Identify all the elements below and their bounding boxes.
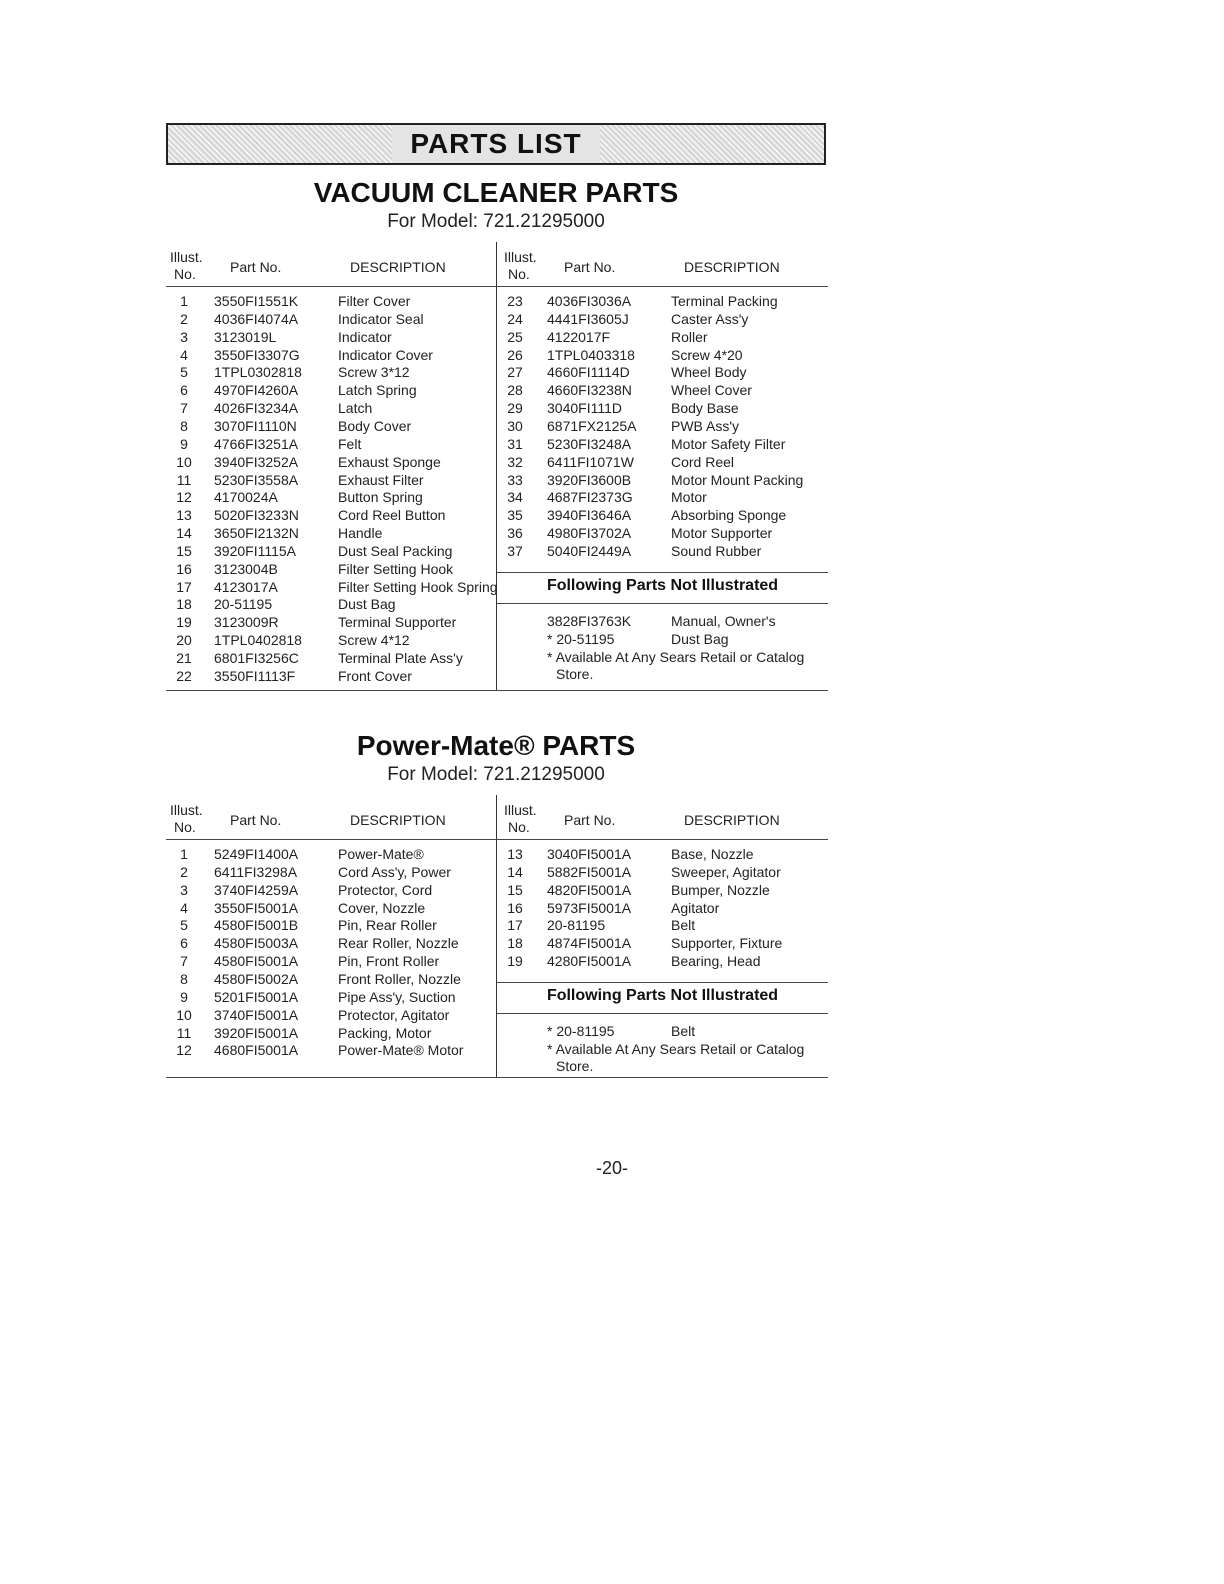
table-row (497, 934, 828, 952)
part-description: Pipe Ass'y, Suction (338, 988, 456, 1005)
table-row (497, 417, 828, 435)
illust-number: 16 (176, 560, 192, 577)
page-number: -20- (595, 1158, 628, 1178)
part-description: Dust Seal Packing (338, 542, 453, 559)
illust-number: 13 (507, 846, 523, 862)
table-row (166, 399, 496, 417)
part-number: 5249FI1400A (214, 846, 299, 862)
part-description: Felt (338, 435, 362, 452)
not-illustrated-top-rule (497, 982, 828, 983)
table-row (166, 881, 496, 899)
table-row (166, 328, 496, 346)
availability-note-store: Store. (556, 666, 594, 682)
illust-number: 21 (176, 650, 192, 666)
table-row (166, 346, 496, 364)
illust-number: 2 (180, 310, 188, 327)
part-description: Sound Rubber (671, 542, 762, 559)
illust-number: 8 (180, 417, 188, 434)
part-number: 4441FI3605J (547, 310, 629, 327)
part-description: Indicator Seal (338, 310, 424, 327)
part-description: Indicator (338, 328, 392, 345)
part-number: 5201FI5001A (214, 988, 299, 1005)
part-description: PWB Ass'y (671, 417, 740, 434)
illust-number: 9 (180, 988, 188, 1005)
part-description: Dust Bag (338, 596, 396, 613)
illust-number: 6 (180, 935, 188, 952)
header-description: DESCRIPTION (684, 812, 780, 828)
table-row (166, 381, 496, 399)
illust-number: 5 (180, 364, 188, 381)
illust-number: 37 (507, 542, 523, 559)
header-part-no: Part No. (230, 259, 282, 275)
part-number: 6871FX2125A (547, 417, 637, 434)
illust-number: 10 (176, 453, 192, 470)
part-description: Latch (338, 400, 373, 417)
part-description: Screw 4*12 (338, 632, 410, 649)
illust-number: 14 (176, 525, 192, 542)
part-number: 3740FI4259A (214, 881, 299, 898)
table-row (166, 988, 496, 1006)
bottom-rule (166, 690, 828, 691)
illust-number: 1 (180, 846, 188, 862)
part-number: 3940FI3646A (547, 507, 632, 524)
illust-number: 5 (180, 917, 188, 934)
part-number: 4280FI5001A (547, 953, 632, 970)
part-number: 3550FI1551K (214, 293, 299, 309)
part-description: Terminal Packing (671, 293, 778, 309)
part-number: 5040FI2449A (547, 542, 632, 559)
part-number: 4170024A (214, 489, 278, 506)
vacuum-section-model: For Model: 721.21295000 (387, 211, 605, 232)
header-description: DESCRIPTION (684, 259, 780, 275)
banner-title: PARTS LIST (392, 125, 599, 163)
table-row (497, 435, 828, 453)
part-number: 3940FI3252A (214, 453, 299, 470)
not-illustrated-part-number: * 20-51195 (547, 631, 615, 647)
table-row (497, 952, 828, 970)
table-row (166, 435, 496, 453)
part-description: Handle (338, 525, 383, 542)
part-number: 1TPL0302818 (214, 364, 302, 381)
part-description: Screw 3*12 (338, 364, 410, 381)
part-description: Terminal Supporter (338, 614, 457, 631)
part-description: Bumper, Nozzle (671, 881, 770, 898)
table-row (166, 542, 496, 560)
illust-number: 4 (180, 899, 188, 916)
illust-number: 11 (176, 1024, 192, 1041)
table-row (497, 471, 828, 489)
part-number: 5973FI5001A (547, 899, 632, 916)
part-description: Power-Mate® Motor (338, 1042, 464, 1059)
part-number: 3123004B (214, 560, 278, 577)
part-description: Screw 4*20 (671, 346, 743, 363)
illust-number: 16 (507, 899, 523, 916)
table-row (497, 399, 828, 417)
table-row (497, 488, 828, 506)
part-number: 4980FI3702A (547, 525, 632, 542)
part-description: Rear Roller, Nozzle (338, 935, 459, 952)
part-number: 1TPL0402818 (214, 632, 302, 649)
illust-number: 33 (507, 471, 523, 488)
part-description: Cord Ass'y, Power (338, 863, 451, 880)
illust-number: 27 (507, 364, 523, 381)
availability-note: * Available At Any Sears Retail or Catalog (547, 1041, 805, 1057)
table-row (497, 363, 828, 381)
availability-note: * Available At Any Sears Retail or Catalog (547, 649, 805, 665)
bottom-rule (166, 1077, 828, 1078)
illust-number: 1 (180, 293, 188, 309)
part-number: 3070FI1110N (214, 417, 297, 434)
vacuum-parts-table (166, 240, 828, 692)
part-description: Indicator Cover (338, 346, 433, 363)
powermate-section-model: For Model: 721.21295000 (387, 764, 605, 785)
table-row (497, 845, 828, 863)
table-row (497, 346, 828, 364)
table-row (166, 595, 496, 613)
part-number: 3550FI1113F (214, 667, 296, 684)
part-number: 5230FI3248A (547, 435, 632, 452)
table-row (497, 453, 828, 471)
part-description: Supporter, Fixture (671, 935, 783, 952)
not-illustrated-title: Following Parts Not Illustrated (546, 577, 779, 594)
header-illust: Illust. (170, 802, 203, 818)
table-row (166, 1041, 496, 1059)
header-no: No. (508, 819, 530, 835)
not-illustrated-description: Belt (671, 1023, 696, 1039)
part-number: 4122017F (547, 328, 611, 345)
part-number: 3920FI5001A (214, 1024, 299, 1041)
illust-number: 15 (176, 542, 192, 559)
part-description: Filter Setting Hook Spring (338, 578, 498, 595)
illust-number: 18 (507, 935, 523, 952)
illust-number: 34 (507, 489, 523, 506)
part-description: Belt (671, 917, 696, 934)
table-row (166, 845, 496, 863)
header-part-no: Part No. (564, 259, 616, 275)
illust-number: 32 (507, 453, 523, 470)
illust-number: 12 (176, 1042, 192, 1059)
part-description: Body Base (671, 400, 739, 417)
table-row (166, 934, 496, 952)
part-description: Filter Cover (338, 293, 411, 309)
vacuum-section-title: VACUUM CLEANER PARTS (313, 177, 679, 208)
not-illustrated-part-number: 3828FI3763K (547, 613, 632, 629)
part-number: 3550FI5001A (214, 899, 299, 916)
not-illustrated-bottom-rule (497, 603, 828, 604)
part-description: Absorbing Sponge (671, 507, 787, 524)
part-number: 5020FI3233N (214, 507, 299, 524)
not-illustrated-title: Following Parts Not Illustrated (546, 987, 779, 1004)
part-description: Front Roller, Nozzle (338, 970, 461, 987)
illust-number: 17 (176, 578, 192, 595)
illust-number: 36 (507, 525, 523, 542)
part-number: 5230FI3558A (214, 471, 299, 488)
part-description: Wheel Cover (671, 382, 752, 399)
header-description: DESCRIPTION (350, 259, 446, 275)
illust-number: 7 (180, 400, 188, 417)
part-description: Exhaust Sponge (338, 453, 441, 470)
illust-number: 17 (507, 917, 523, 934)
availability-note-store: Store. (556, 1058, 594, 1074)
part-number: 6801FI3256C (214, 650, 299, 666)
part-number: 3040FI5001A (547, 846, 632, 862)
table-row (497, 524, 828, 542)
illust-number: 20 (176, 632, 192, 649)
part-number: 4580FI5001A (214, 953, 299, 970)
table-row (166, 524, 496, 542)
part-description: Roller (671, 328, 708, 345)
illust-number: 6 (180, 382, 188, 399)
part-description: Motor Safety Filter (671, 435, 786, 452)
part-description: Bearing, Head (671, 953, 761, 970)
illust-number: 9 (180, 435, 188, 452)
table-row (166, 613, 496, 631)
table-row (166, 649, 496, 667)
part-description: Front Cover (338, 667, 412, 684)
table-row (497, 863, 828, 881)
part-description: Caster Ass'y (671, 310, 749, 327)
part-description: Power-Mate® (338, 846, 424, 862)
part-number: 3650FI2132N (214, 525, 299, 542)
part-number: 4820FI5001A (547, 881, 632, 898)
part-number: 1TPL0403318 (547, 346, 635, 363)
part-number: 4680FI5001A (214, 1042, 299, 1059)
powermate-parts-table (166, 793, 828, 1079)
part-description: Terminal Plate Ass'y (338, 650, 463, 666)
part-description: Sweeper, Agitator (671, 863, 781, 880)
part-number: 4766FI3251A (214, 435, 299, 452)
part-number: 3920FI3600B (547, 471, 632, 488)
part-number: 20-81195 (547, 917, 606, 934)
illust-number: 3 (180, 328, 188, 345)
part-description: Base, Nozzle (671, 846, 754, 862)
table-row (497, 292, 828, 310)
part-number: 3123019L (214, 328, 277, 345)
header-illust: Illust. (504, 249, 537, 265)
table-row (166, 631, 496, 649)
part-number: 6411FI3298A (214, 863, 298, 880)
part-description: Button Spring (338, 489, 423, 506)
table-row (166, 560, 496, 578)
illust-number: 22 (176, 667, 192, 684)
part-number: 3550FI3307G (214, 346, 300, 363)
part-number: 3040FI111D (547, 400, 622, 417)
header-no: No. (174, 266, 196, 282)
table-row (497, 310, 828, 328)
part-description: Cord Reel (671, 453, 735, 470)
part-number: 4687FI2373G (547, 489, 633, 506)
part-number: 4036FI3036A (547, 293, 632, 309)
header-no: No. (174, 819, 196, 835)
table-row (497, 381, 828, 399)
part-description: Body Cover (338, 417, 412, 434)
table-row (166, 899, 496, 917)
illust-number: 29 (507, 400, 523, 417)
part-description: Wheel Body (671, 364, 747, 381)
illust-number: 11 (176, 471, 192, 488)
illust-number: 31 (507, 435, 523, 452)
part-description: Exhaust Filter (338, 471, 424, 488)
part-number: 4970FI4260A (214, 382, 299, 399)
table-row (166, 916, 496, 934)
part-number: 5882FI5001A (547, 863, 632, 880)
table-row (166, 310, 496, 328)
table-row (166, 1024, 496, 1042)
illust-number: 15 (507, 881, 523, 898)
illust-number: 19 (507, 953, 523, 970)
table-row (497, 328, 828, 346)
part-number: 3740FI5001A (214, 1006, 299, 1023)
illust-number: 10 (176, 1006, 192, 1023)
illust-number: 26 (507, 346, 523, 363)
part-description: Filter Setting Hook (338, 560, 454, 577)
illust-number: 28 (507, 382, 523, 399)
part-description: Motor (671, 489, 707, 506)
illust-number: 18 (176, 596, 192, 613)
illust-number: 8 (180, 970, 188, 987)
table-row (497, 916, 828, 934)
illust-number: 35 (507, 507, 523, 524)
table-row (166, 578, 496, 596)
table-row (497, 542, 828, 560)
part-number: 20-51195 (214, 596, 273, 613)
part-number: 4123017A (214, 578, 278, 595)
header-part-no: Part No. (564, 812, 616, 828)
part-number: 3920FI1115A (214, 542, 296, 559)
part-number: 4660FI1114D (547, 364, 630, 381)
part-description: Pin, Front Roller (338, 953, 440, 970)
table-row (166, 506, 496, 524)
table-row (166, 488, 496, 506)
part-number: 4026FI3234A (214, 400, 299, 417)
illust-number: 23 (507, 293, 523, 309)
illust-number: 3 (180, 881, 188, 898)
table-row (497, 899, 828, 917)
table-row (166, 952, 496, 970)
table-row (166, 970, 496, 988)
part-description: Agitator (671, 899, 720, 916)
part-description: Motor Mount Packing (671, 471, 804, 488)
illust-number: 4 (180, 346, 188, 363)
illust-number: 30 (507, 417, 523, 434)
header-description: DESCRIPTION (350, 812, 446, 828)
header-rule (166, 839, 828, 840)
illust-number: 13 (176, 507, 192, 524)
table-row (166, 863, 496, 881)
part-number: 4580FI5003A (214, 935, 299, 952)
not-illustrated-top-rule (497, 572, 828, 573)
powermate-section-title: Power-Mate® PARTS (356, 730, 636, 761)
part-description: Protector, Agitator (338, 1006, 450, 1023)
part-number: 4580FI5001B (214, 917, 299, 934)
part-description: Pin, Rear Roller (338, 917, 437, 934)
not-illustrated-part-number: * 20-81195 (547, 1023, 615, 1039)
header-illust: Illust. (170, 249, 203, 265)
part-number: 4036FI4074A (214, 310, 299, 327)
part-description: Packing, Motor (338, 1024, 432, 1041)
table-row (166, 667, 496, 685)
illust-number: 24 (507, 310, 523, 327)
not-illustrated-description: Manual, Owner's (671, 613, 776, 629)
illust-number: 19 (176, 614, 192, 631)
table-row (166, 471, 496, 489)
part-description: Latch Spring (338, 382, 417, 399)
table-row (166, 363, 496, 381)
parts-list-banner (166, 123, 826, 165)
table-row (497, 506, 828, 524)
table-row (166, 292, 496, 310)
table-row (166, 453, 496, 471)
not-illustrated-description: Dust Bag (671, 631, 729, 647)
part-description: Motor Supporter (671, 525, 773, 542)
table-row (497, 881, 828, 899)
part-number: 6411FI1071W (547, 453, 634, 470)
header-no: No. (508, 266, 530, 282)
header-part-no: Part No. (230, 812, 282, 828)
illust-number: 12 (176, 489, 192, 506)
not-illustrated-bottom-rule (497, 1013, 828, 1014)
part-number: 4660FI3238N (547, 382, 632, 399)
illust-number: 2 (180, 863, 188, 880)
header-illust: Illust. (504, 802, 537, 818)
table-row (166, 417, 496, 435)
table-row (166, 1006, 496, 1024)
part-number: 4874FI5001A (547, 935, 632, 952)
illust-number: 25 (507, 328, 523, 345)
part-description: Cover, Nozzle (338, 899, 426, 916)
illust-number: 14 (507, 863, 523, 880)
part-description: Cord Reel Button (338, 507, 446, 524)
part-number: 3123009R (214, 614, 279, 631)
part-description: Protector, Cord (338, 881, 433, 898)
header-rule (166, 286, 828, 287)
part-number: 4580FI5002A (214, 970, 299, 987)
illust-number: 7 (180, 953, 188, 970)
